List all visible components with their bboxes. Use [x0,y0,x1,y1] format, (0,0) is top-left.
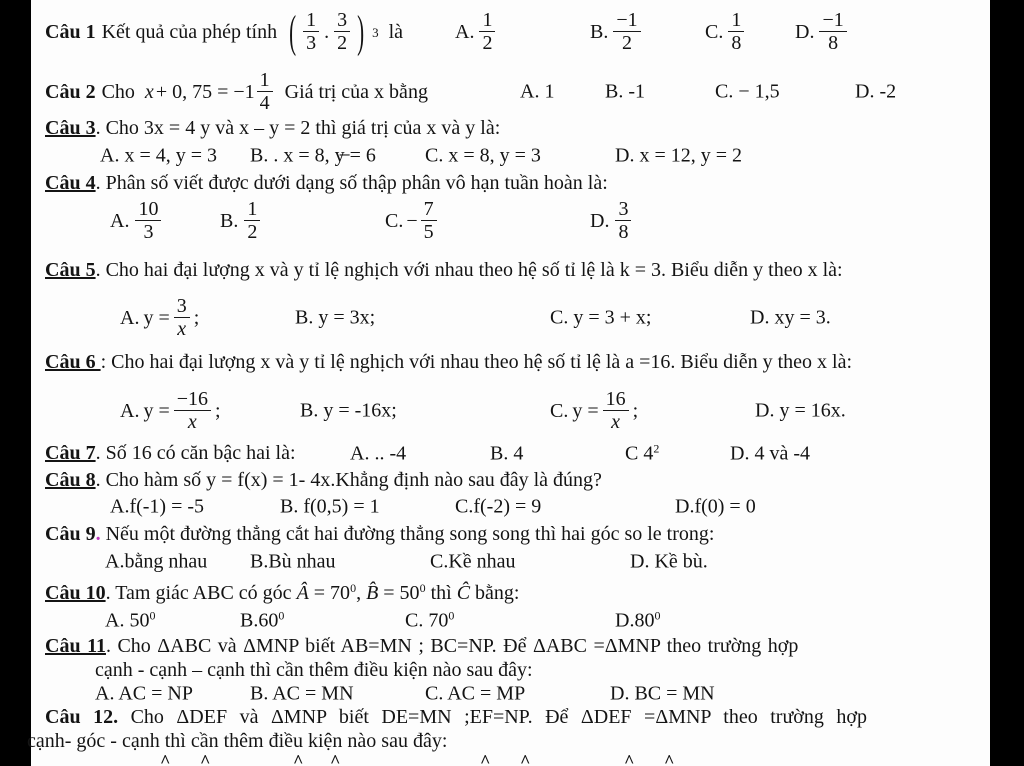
fraction [615,199,631,243]
question-3-text: . Cho 3x = 4 y và x – y = 2 thì giá trị của x và y là: [95,117,501,139]
question-2 [31,64,990,120]
fraction [174,296,190,340]
degree-sup: 0 [350,581,357,595]
question-8-option-a: A.f(-1) = -5 [110,495,205,518]
angle-hat: ^ [293,751,304,766]
comma: , [356,582,367,604]
question-9-option-c: C.Kề nhau [430,550,516,573]
option-key: B. [590,20,609,43]
fraction [334,10,350,54]
option-pre: y = [143,399,170,422]
question-12-line1: Cho ΔDEF và ΔMNP biết DE=MN ;EF=NP. Để ΔDEF =ΔMNP theo trường hợp [118,706,867,728]
equation-text: + 0, 75 = −1 [155,80,255,103]
question-11-label: Câu 11 [45,635,106,657]
question-6-option-b: B. y = -16x; [300,399,397,422]
question-1-option-c [705,10,744,54]
question-1-option-a [455,10,495,54]
denominator: 8 [731,32,742,54]
degree-sup: 0 [149,608,156,623]
numerator: 1 [257,70,273,92]
question-9-text: Nếu một đường thẳng cắt hai đường thẳng song song thì hai góc so le trong: [100,523,715,545]
question-5-option-b: B. y = 3x; [295,306,376,329]
question-10-text: . Tam giác ABC có góc [105,582,297,604]
right-black-bar [990,0,1024,766]
fraction [303,10,319,54]
question-9-options [31,550,990,574]
document-page [27,0,990,766]
question-11-option-d: D. BC = MN [610,682,715,705]
question-3-option-b: B. . x = 8, y̶ = 6 [250,144,376,167]
angle-a: Â [296,582,309,604]
fraction [479,10,495,54]
denominator: 8 [618,221,629,243]
question-12 [31,706,990,729]
fraction [135,199,161,243]
question-1-option-d [795,10,847,54]
fraction [244,199,260,243]
numerator: 7 [421,199,437,221]
question-6 [31,351,990,374]
question-10-options [31,609,990,633]
question-10-option-a [105,610,155,633]
question-10-option-b [240,610,284,633]
question-5-option-a [120,296,199,340]
exponent: 3 [372,24,379,40]
angle-b: B̂ [366,582,379,604]
question-7-label: Câu 7 [45,442,96,464]
variable-x: x [144,80,154,103]
numerator: 3 [174,296,190,318]
numerator: −1 [819,10,846,32]
question-10-label: Câu 10 [45,582,106,604]
question-1-tail: là [388,20,404,43]
fraction [613,10,640,54]
mid-text: thì [425,582,457,604]
option-key: B. [220,209,239,232]
question-2-option-a: A. 1 [520,80,555,103]
denominator: 5 [423,221,434,243]
question-5-option-c: C. y = 3 + x; [550,306,652,329]
numerator: 10 [135,199,161,221]
numerator: −1 [613,10,640,32]
question-11 [31,635,990,658]
question-12-line2: cạnh- góc - cạnh thì cần thêm điều kiện nào sau đây: [27,730,448,752]
fraction [174,389,211,433]
question-4 [31,172,990,195]
question-10-option-d [615,610,660,633]
question-7 [31,442,990,466]
numerator: 1 [244,199,260,221]
question-9-option-a: A.bằng nhau [105,550,208,573]
denominator: 8 [828,32,839,54]
option-key: D. [795,20,815,43]
question-9-label-dot: . [95,523,101,545]
question-7-option-b: B. 4 [490,442,524,465]
angle-hat: ^ [520,751,531,766]
option-text: C 4 [625,442,654,465]
degree-sup: 0 [419,581,426,595]
question-2-option-c: C. − 1,5 [715,80,780,103]
paren-close: ) [357,5,365,57]
question-6-option-d: D. y = 16x. [755,399,846,422]
option-key: C. [385,209,404,232]
option-post: ; [215,399,221,422]
option-text: D.80 [615,609,655,632]
denominator: 2 [482,32,493,54]
numerator: 1 [479,10,495,32]
angle-hat: ^ [480,751,491,766]
option-key: A. [120,399,140,422]
angle-hat: ^ [160,751,171,766]
question-9-option-b: B.Bù nhau [250,550,336,573]
numerator: 1 [303,10,319,32]
question-6-option-a [120,389,221,433]
angle-hat: ^ [624,751,635,766]
question-10-tail: bằng: [470,582,520,604]
fraction [257,70,273,114]
denominator: 4 [259,92,270,114]
question-7-option-d: D. 4 và -4 [730,442,810,465]
question-3-label: Câu 3 [45,117,96,139]
option-text: C. 70 [405,609,449,632]
angle-c: Ĉ [456,582,471,604]
question-11-line2: cạnh - cạnh – cạnh thì cần thêm điều kiện nào sau đây: [95,659,533,681]
question-8-label: Câu 8 [45,469,96,491]
fraction [421,199,437,243]
denominator: x [177,318,187,340]
option-text: A. 50 [105,609,150,632]
question-3-option-c: C. x = 8, y = 3 [425,144,541,167]
question-8-option-b: B. f(0,5) = 1 [280,495,380,518]
question-4-options [31,194,990,248]
option-post: ; [193,306,200,329]
denominator: 2 [621,32,632,54]
question-2-tail: Giá trị của x bằng [284,80,428,103]
numerator: 3 [334,10,350,32]
multiply-dot: . [324,20,330,43]
sign: − [406,209,418,232]
question-11-option-a: A. AC = NP [95,682,193,705]
math-expression [287,5,379,57]
question-3 [31,117,990,140]
question-5-option-d: D. xy = 3. [750,306,831,329]
question-2-option-d: D. -2 [855,80,897,103]
angle-hat: ^ [330,751,341,766]
question-11-option-c: C. AC = MP [425,682,526,705]
question-5 [31,259,990,282]
option-key: D. [590,209,610,232]
numerator: 1 [728,10,744,32]
denominator: x [187,411,197,433]
exponent: 2 [653,441,660,456]
question-10 [31,582,990,605]
question-6-label: Câu 6 [45,351,101,373]
numerator: −16 [174,389,211,411]
degree-sup: 0 [448,608,455,623]
denominator: 3 [143,221,154,243]
degree-sup: 0 [278,608,285,623]
question-3-option-a: A. x = 4, y = 3 [100,144,218,167]
question-9-option-d: D. Kề bù. [630,550,708,573]
question-7-text: . Số 16 có căn bậc hai là: [95,442,296,464]
math-expression [145,70,273,114]
fraction [728,10,744,54]
option-key: A. [455,20,475,43]
option-key: A. [120,306,140,329]
question-4-text: . Phân số viết được dưới dạng số thập phân vô hạn tuần hoàn là: [95,172,608,194]
question-8-option-c: C.f(-2) = 9 [455,495,542,518]
paren-open: ( [289,5,297,57]
denominator: 3 [306,32,317,54]
question-1-text: Kết quả của phép tính [101,20,278,43]
option-pre: y = [572,399,599,422]
question-4-option-a [110,199,161,243]
fraction [819,10,846,54]
option-text: B.60 [240,609,279,632]
question-8-options [31,495,990,519]
question-10-option-c [405,610,454,633]
denominator: 2 [337,32,348,54]
denominator: 2 [247,221,258,243]
question-3-option-d: D. x = 12, y = 2 [615,144,743,167]
question-4-option-b [220,199,260,243]
question-4-option-d [590,199,631,243]
question-1 [31,4,990,60]
question-9-label: Câu 9 [45,523,96,545]
question-7-option-c [625,443,659,466]
question-6-option-c [550,389,638,433]
question-9 [31,523,990,546]
question-12-label: Câu 12. [45,706,119,728]
question-8-option-d: D.f(0) = 0 [675,495,756,518]
numerator: 3 [615,199,631,221]
option-key: C. [550,399,569,422]
angle-hat: ^ [200,751,211,766]
question-11-line1: . Cho ΔABC và ΔMNP biết AB=MN ; BC=NP. Để ΔABC =ΔMNP theo trường hợp [105,635,799,657]
question-11-option-b: B. AC = MN [250,682,354,705]
question-8-text: . Cho hàm số y = f(x) = 1- 4x.Khẳng định nào sau đây là đúng? [95,469,602,491]
option-pre: y = [143,306,170,329]
question-7-option-a: A. .. -4 [350,442,407,465]
question-1-option-b [590,10,641,54]
question-4-option-c [385,199,437,243]
question-2-option-b: B. -1 [605,80,645,103]
question-4-label: Câu 4 [45,172,96,194]
question-5-text: . Cho hai đại lượng x và y tỉ lệ nghịch với nhau theo hệ số tỉ lệ là k = 3. Biểu diễn y theo x là: [95,259,843,281]
fraction [603,389,629,433]
numerator: 16 [603,389,629,411]
option-key: C. [705,20,724,43]
question-5-label: Câu 5 [45,259,96,281]
question-11-options [31,682,990,706]
question-2-text: Cho [101,80,135,103]
angle-hat: ^ [664,751,675,766]
degree-sup: 0 [654,608,661,623]
denominator: x [611,411,621,433]
equation-text: = 50 [378,582,420,604]
question-6-text: : Cho hai đại lượng x và y tỉ lệ nghịch với nhau theo hệ số tỉ lệ là a =16. Biểu diễn y theo x là: [100,351,853,373]
left-black-bar [0,0,31,766]
option-post: ; [632,399,639,422]
question-3-options [31,144,990,168]
option-key: A. [110,209,130,232]
equation-text: = 70 [308,582,351,604]
question-1-label: Câu 1 [45,20,96,43]
question-2-label: Câu 2 [45,80,96,103]
question-5-options [31,290,990,346]
question-6-options [31,383,990,439]
question-8 [31,469,990,492]
